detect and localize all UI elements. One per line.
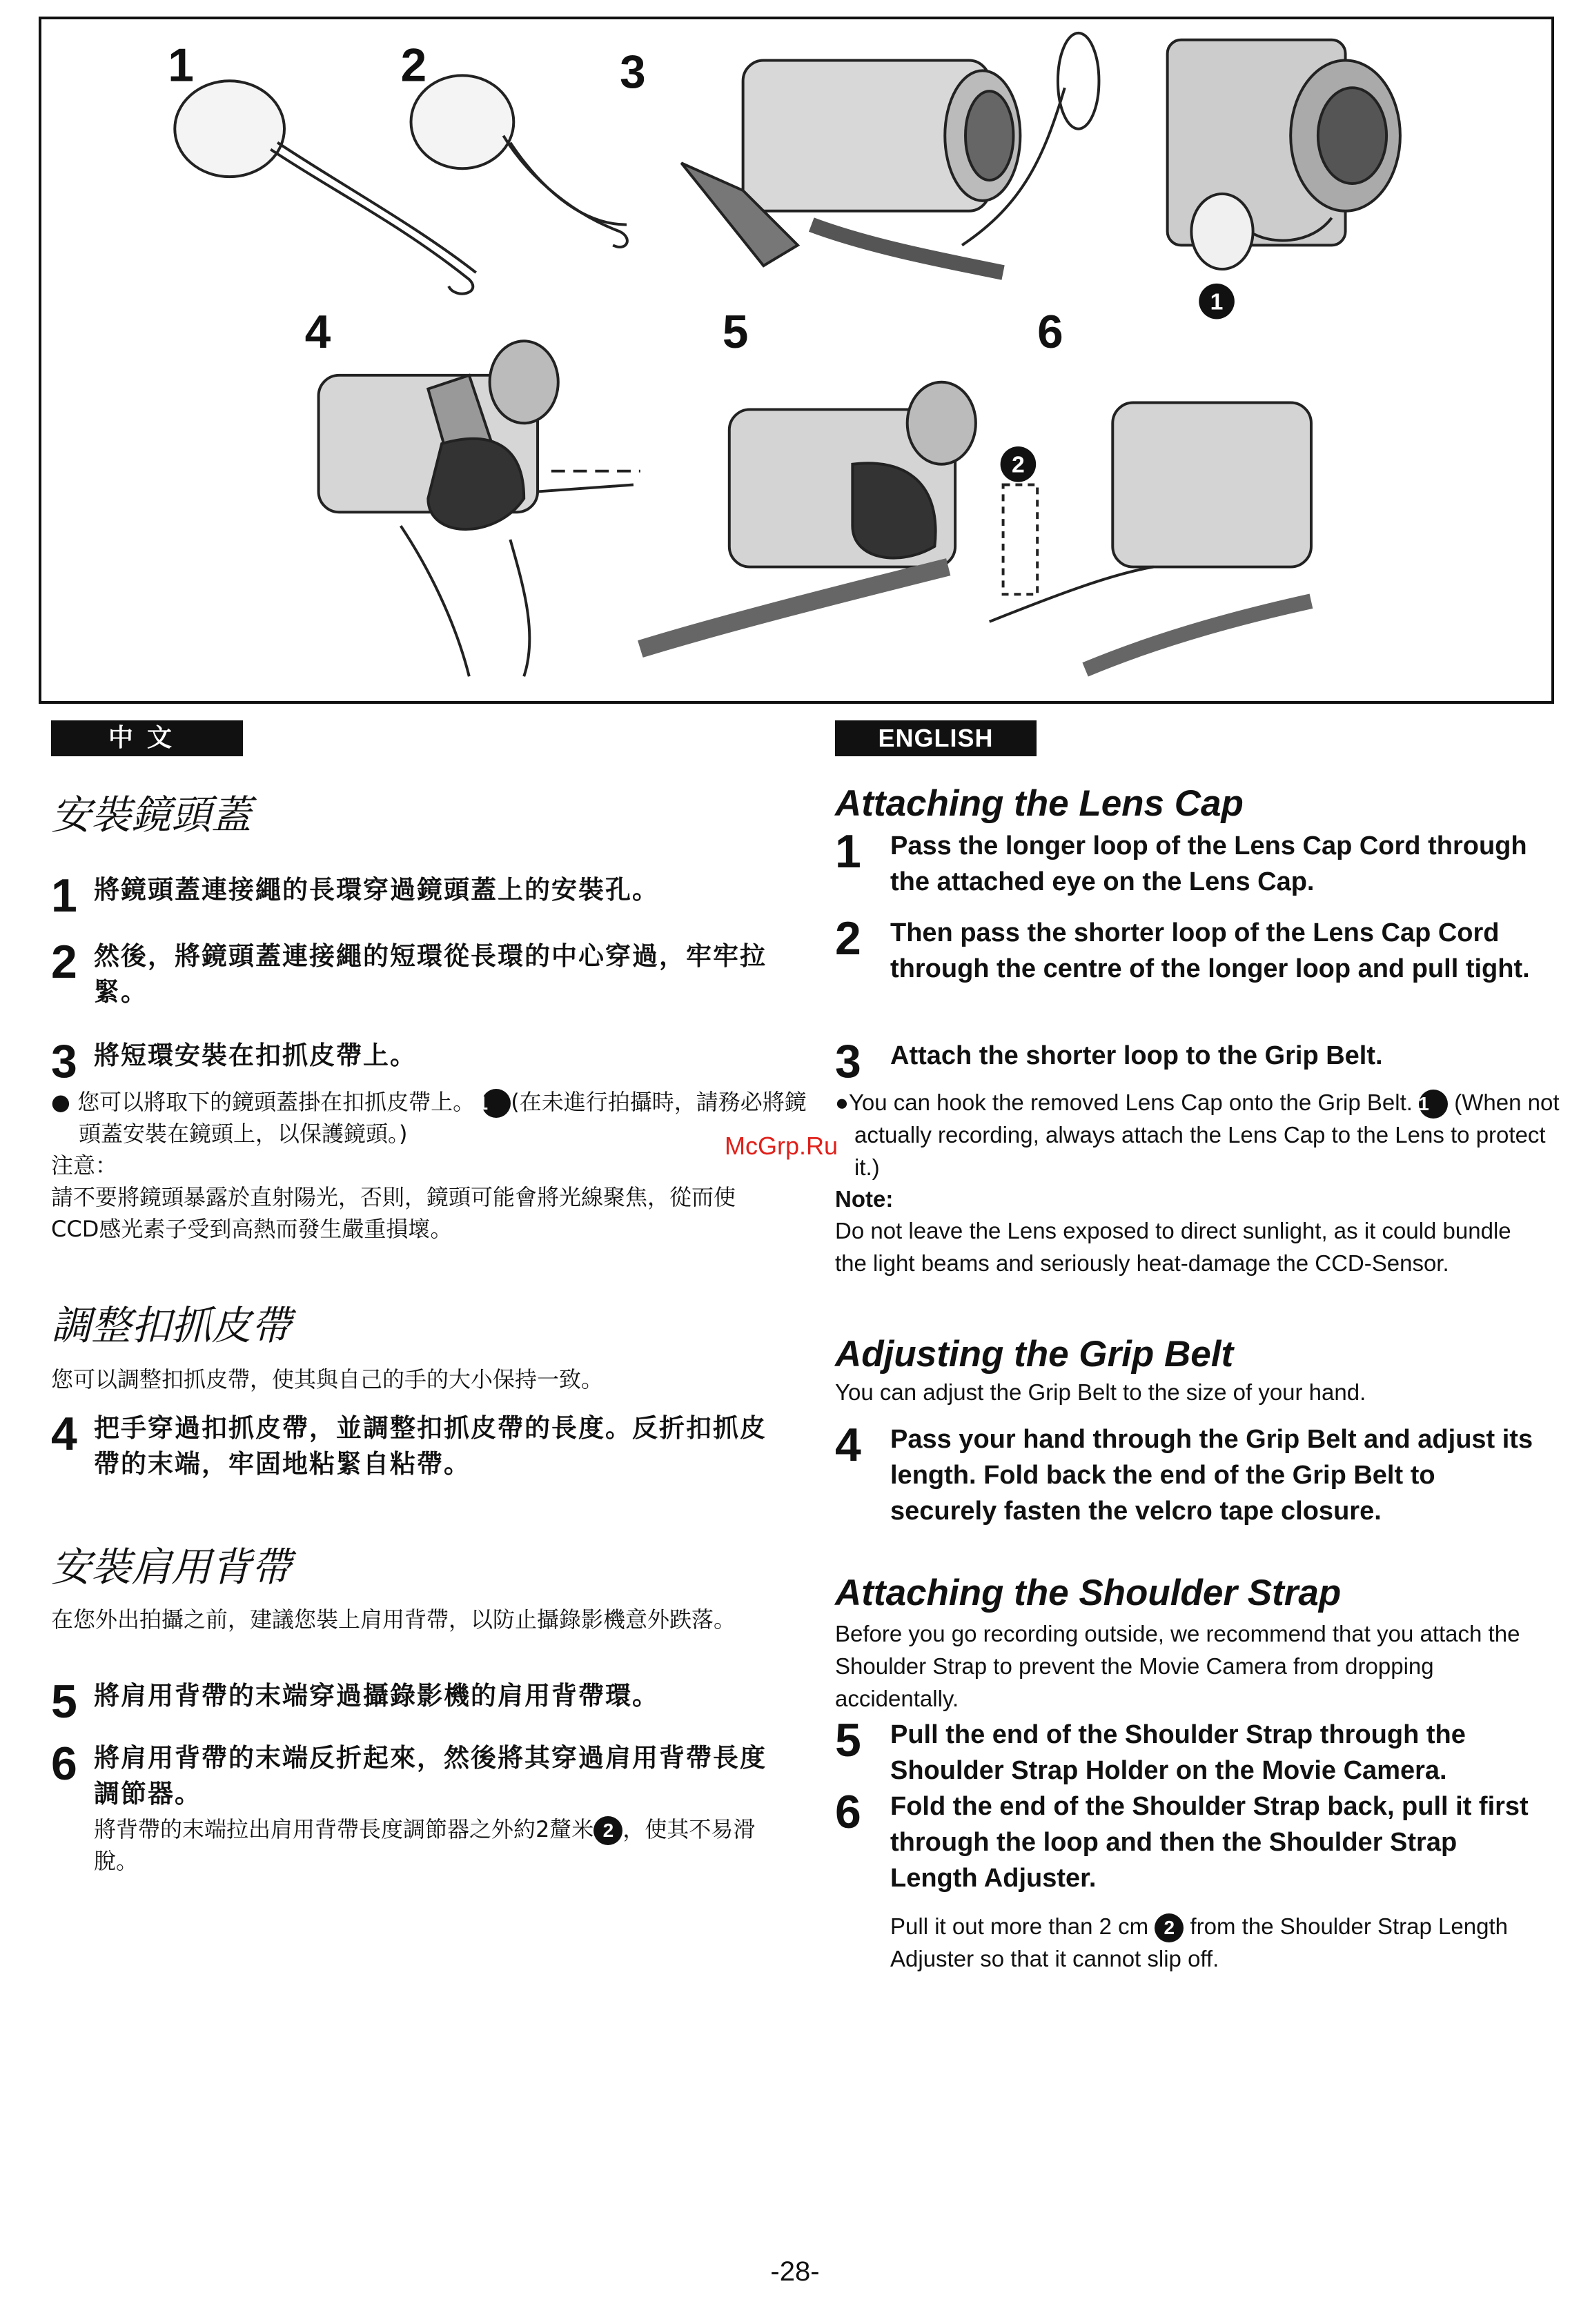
zh-note-text: 請不要將鏡頭暴露於直射陽光，否則，鏡頭可能會將光線聚焦，從而使CCD感光素子受到高熱而發生嚴重損壞。	[51, 1184, 736, 1242]
fig-label-3: 3	[620, 46, 646, 99]
en-step-3-text: Attach the shorter loop to the Grip Belt.	[890, 1041, 1383, 1070]
en-step-5-text: Pull the end of the Shoulder Strap through the Shoulder Strap Holder on the Movie Camera.	[890, 1720, 1466, 1785]
zh-strap-intro: 在您外出拍攝之前，建議您裝上肩用背帶，以防止攝錄影機意外跌落。	[51, 1606, 736, 1633]
zh-bullet-text-a: 您可以將取下的鏡頭蓋掛在扣抓皮帶上。	[77, 1089, 475, 1115]
en-step-2: 2 Then pass the shorter loop of the Lens Cap Cord through the centre of the longer loop and pull tight.	[835, 915, 1553, 987]
watermark: McGrp.Ru	[725, 1132, 838, 1160]
camera-closeup-drawing	[1168, 40, 1400, 269]
instruction-illustrations	[41, 19, 1551, 701]
zh-grip-intro: 您可以調整扣抓皮帶，使其與自己的手的大小保持一致。	[51, 1366, 604, 1392]
en-step-2-text: Then pass the shorter loop of the Lens Cap Cord through the centre of the longer loop and pull tight.	[890, 918, 1530, 983]
en-step-1-text: Pass the longer loop of the Lens Cap Cord through the attached eye on the Lens Cap.	[890, 831, 1527, 896]
zh-callout-2: 2	[593, 1816, 622, 1845]
english-column	[835, 720, 1560, 1972]
en-note-text: Do not leave the Lens exposed to direct sunlight, as it could bundle the light beams and seriously heat-damage the CCD-Sensor.	[835, 1218, 1511, 1276]
zh-heading-lens-cap: 安裝鏡頭蓋	[51, 791, 252, 838]
en-step-6-sub-b: from the Shoulder Strap Length Adjuster so that it cannot slip off.	[890, 1913, 1508, 1972]
zh-step-2-text: 然後，將鏡頭蓋連接繩的短環從長環的中心穿過，牢牢拉緊。	[94, 941, 767, 1007]
en-step-6-sub-a: Pull it out more than 2 cm	[890, 1913, 1149, 1939]
callout-2-label: 2	[1012, 451, 1025, 478]
lens-cap-drawing	[175, 75, 627, 293]
zh-step-6-sub-b: ，使其不易滑脫。	[94, 1816, 756, 1874]
en-callout-2: 2	[1155, 1913, 1184, 1942]
zh-step-1: 1 將鏡頭蓋連接繩的長環穿過鏡頭蓋上的安裝孔。	[51, 869, 659, 922]
fig-label-1: 1	[168, 39, 194, 92]
en-step-5: 5 Pull the end of the Shoulder Strap through the Shoulder Strap Holder on the Movie Camera.	[835, 1717, 1553, 1789]
en-step-6: 6 Fold the end of the Shoulder Strap back, pull it first through the loop and then the Shoulder Strap Length Adjuster.	[835, 1789, 1553, 1896]
zh-step-6-sub	[94, 1813, 784, 1877]
en-strap-intro: Before you go recording outside, we recommend that you attach the Shoulder Strap to prevent the Movie Camera from dropping accidentally.	[835, 1621, 1520, 1711]
zh-bullet-text-b: (在未進行拍攝時，請務必將鏡頭蓋安裝在鏡頭上，以保護鏡頭。)	[79, 1089, 807, 1147]
zh-step-4: 4 把手穿過扣抓皮帶，並調整扣抓皮帶的長度。反折扣抓皮帶的末端，牢固地粘緊自粘帶。	[51, 1410, 783, 1482]
camera-drawing-6	[990, 403, 1311, 670]
zh-step-6-text: 將肩用背帶的末端反折起來，然後將其穿過肩用背帶長度調節器。	[94, 1743, 767, 1809]
illustration-panel	[39, 17, 1554, 704]
fig-label-6: 6	[1037, 306, 1063, 359]
zh-heading-grip-belt: 調整扣抓皮帶	[51, 1302, 292, 1349]
page-number: -28-	[770, 2256, 820, 2287]
en-step-3: 3 Attach the shorter loop to the Grip Belt.	[835, 1035, 1383, 1087]
zh-step-3-text: 將短環安裝在扣抓皮帶上。	[94, 1041, 417, 1070]
en-note-label: Note:	[835, 1186, 894, 1212]
zh-step-1-text: 將鏡頭蓋連接繩的長環穿過鏡頭蓋上的安裝孔。	[94, 875, 659, 905]
en-step-6-text: Fold the end of the Shoulder Strap back, pull it first through the loop and then the Shoulder Strap Length Adjuster.	[890, 1792, 1529, 1893]
fig-label-2: 2	[400, 39, 427, 92]
en-step-1: 1 Pass the longer loop of the Lens Cap Cord through the attached eye on the Lens Cap.	[835, 828, 1553, 900]
fig-label-4: 4	[304, 306, 331, 359]
camera-drawing-4	[319, 341, 640, 676]
en-bullet-text-b: (When not actually recording, always attach the Lens Cap to the Lens to protect it.)	[854, 1090, 1560, 1181]
en-bullet-text-a: You can hook the removed Lens Cap onto the Grip Belt.	[848, 1090, 1413, 1115]
en-callout-1: 1	[1419, 1090, 1448, 1119]
zh-step-6: 6 將肩用背帶的末端反折起來，然後將其穿過肩用背帶長度調節器。	[51, 1740, 783, 1812]
en-step-4: 4 Pass your hand through the Grip Belt and adjust its length. Fold back the end of the Grip Belt to securely fasten the velcro tape closure.	[835, 1421, 1553, 1529]
en-step-6-sub	[890, 1910, 1546, 1975]
zh-callout-1: 1	[482, 1089, 511, 1118]
zh-step-2: 2 然後，將鏡頭蓋連接繩的短環從長環的中心穿過，牢牢拉緊。	[51, 938, 783, 1010]
zh-step-5-text: 將肩用背帶的末端穿過攝錄影機的肩用背帶環。	[94, 1681, 659, 1711]
en-bullet: ●You can hook the removed Lens Cap onto the Grip Belt. 1 (When not actually recording, always attach the Lens Cap to the Lens to protect it.)	[835, 1090, 1560, 1181]
zh-step-3: 3 將短環安裝在扣抓皮帶上。	[51, 1035, 417, 1087]
zh-step-4-text: 把手穿過扣抓皮帶，並調整扣抓皮帶的長度。反折扣抓皮帶的末端，牢固地粘緊自粘帶。	[94, 1413, 767, 1479]
fig-label-5: 5	[722, 306, 749, 359]
camera-drawing-3	[681, 33, 1099, 273]
en-heading-shoulder-strap: Attaching the Shoulder Strap	[835, 1573, 1342, 1613]
lang-tab-english: ENGLISH	[835, 720, 1037, 756]
zh-heading-shoulder-strap: 安裝肩用背帶	[51, 1544, 292, 1591]
lang-tab-chinese: 中文	[51, 720, 243, 756]
en-grip-intro: You can adjust the Grip Belt to the size of your hand.	[835, 1379, 1366, 1405]
en-step-4-text: Pass your hand through the Grip Belt and adjust its length. Fold back the end of the Grip Belt to securely fasten the velcro tape closure.	[890, 1425, 1533, 1526]
callout-1-label: 1	[1210, 288, 1224, 315]
zh-note-label: 注意：	[51, 1152, 118, 1179]
en-heading-lens-cap: Attaching the Lens Cap	[835, 783, 1244, 824]
camera-drawing-5	[640, 382, 976, 649]
zh-bullet: ● 您可以將取下的鏡頭蓋掛在扣抓皮帶上。 1 (在未進行拍攝時，請務必將鏡頭蓋安裝在鏡頭上，以保護鏡頭。)	[51, 1089, 807, 1147]
zh-step-5: 5 將肩用背帶的末端穿過攝錄影機的肩用背帶環。	[51, 1675, 659, 1728]
en-heading-grip-belt: Adjusting the Grip Belt	[835, 1334, 1234, 1375]
zh-step-6-sub-a: 將背帶的末端拉出肩用背帶長度調節器之外約2釐米	[94, 1816, 594, 1842]
